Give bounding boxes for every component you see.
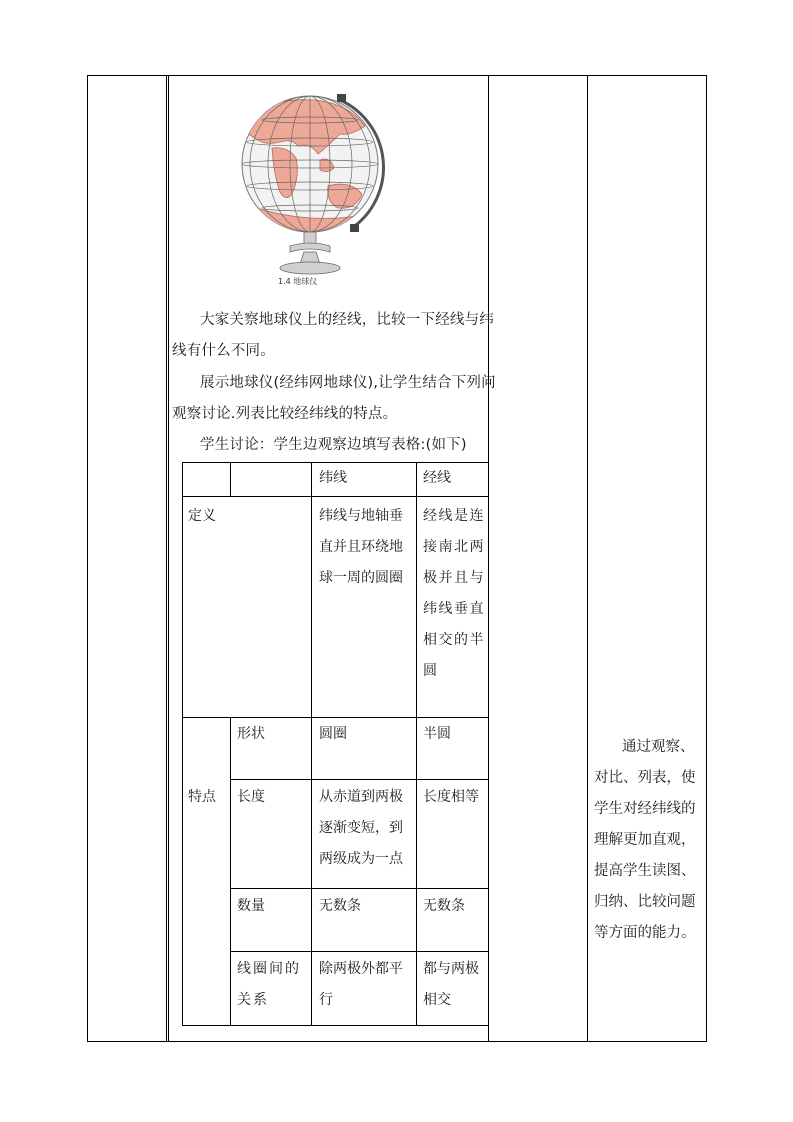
feature-length-name: 长度 [237, 789, 265, 805]
purpose-note-line-3: 学生对经纬线的 [594, 801, 696, 817]
purpose-note-line-7: 等方面的能力。 [594, 925, 696, 941]
feature-relation-jingxian-line-2: 相交 [423, 992, 451, 1008]
paragraph-1-line-2: 线有什么不同。 [172, 343, 275, 359]
purpose-note-line-5: 提高学生读图、 [594, 863, 696, 879]
header-weixian: 纬线 [319, 470, 347, 486]
header-jingxian: 经线 [423, 470, 451, 486]
feature-shape-name: 形状 [237, 726, 265, 742]
definition-weixian-line-2: 直并且环绕地 [319, 539, 403, 555]
paragraph-2-line-1: 展示地球仪(经纬网地球仪),让学生结合下列问 [200, 375, 496, 391]
feature-count-name: 数量 [237, 898, 265, 914]
feature-length-weixian-line-2: 逐渐变短，到 [319, 820, 403, 836]
features-label: 特点 [188, 789, 216, 805]
inner-table-header-bottom [182, 496, 489, 497]
definition-weixian [319, 501, 403, 594]
feature-relation-name-line-2: 关系 [237, 992, 269, 1008]
purpose-note-line-6: 归纳、比较问题 [594, 894, 696, 910]
inner-col-jingxian [416, 462, 417, 1026]
feature-count-weixian: 无数条 [319, 898, 361, 914]
globe-illustration [200, 86, 432, 294]
definition-jingxian-line-3: 极并且与 [423, 570, 485, 586]
paragraph-3: 学生讨论：学生边观察边填写表格:(如下) [200, 437, 467, 453]
inner-col-left [182, 462, 183, 1026]
feature-length-jingxian: 长度相等 [423, 789, 479, 805]
outer-table-top-border [87, 75, 707, 76]
globe-figure [200, 86, 432, 294]
feature-relation-weixian-line-1: 除两极外都平 [319, 961, 403, 977]
definition-label: 定义 [188, 508, 216, 524]
outer-col-line-4 [587, 75, 588, 1042]
feature-relation-weixian [319, 954, 403, 1016]
feature-relation-jingxian [423, 954, 479, 1016]
feature-relation-name [237, 954, 301, 1016]
definition-jingxian-line-6: 圆 [423, 663, 439, 679]
outer-col-line-1 [87, 75, 88, 1042]
inner-table-length-bottom [230, 888, 489, 889]
feature-length-weixian-line-1: 从赤道到两极 [319, 789, 403, 805]
paragraph-2-line-2: 观察讨论.列表比较经纬线的特点。 [172, 406, 398, 422]
inner-table-bottom [182, 1025, 489, 1026]
purpose-note-line-1: 通过观察、 [622, 739, 695, 755]
definition-jingxian [423, 501, 485, 687]
definition-weixian-line-3: 球一周的圆圈 [319, 570, 403, 586]
purpose-note-line-2: 对比、列表，使 [594, 770, 696, 786]
outer-col-line-5 [706, 75, 707, 1042]
definition-weixian-line-1: 纬线与地轴垂 [319, 508, 403, 524]
outer-col-line-2b [168, 75, 169, 1042]
feature-relation-jingxian-line-1: 都与两极 [423, 961, 479, 977]
outer-table-bottom-border [87, 1041, 707, 1042]
definition-jingxian-line-4: 纬线垂直 [423, 601, 485, 617]
feature-relation-weixian-line-2: 行 [319, 992, 333, 1008]
paragraph-1-line-1: 大家关察地球仪上的经线，比较一下经线与纬 [200, 312, 494, 328]
feature-count-jingxian: 无数条 [423, 898, 465, 914]
figure-caption: 1.4 地球仪 [278, 277, 318, 286]
inner-col-sub-header [230, 462, 231, 497]
inner-col-weixian [311, 462, 312, 1026]
definition-jingxian-line-5: 相交的半 [423, 632, 485, 648]
feature-length-weixian [319, 782, 403, 875]
feature-shape-jingxian: 半圆 [423, 726, 451, 742]
definition-jingxian-line-2: 接南北两 [423, 539, 485, 555]
purpose-note [594, 732, 696, 949]
definition-jingxian-line-1: 经线是连 [423, 508, 485, 524]
feature-relation-name-line-1: 线圈间的 [237, 961, 301, 977]
inner-table-count-bottom [230, 951, 489, 952]
inner-table-def-bottom [182, 717, 489, 718]
feature-shape-weixian: 圆圈 [319, 726, 347, 742]
inner-col-sub-features [230, 717, 231, 1026]
outer-col-line-3 [488, 75, 489, 1042]
outer-col-line-2 [166, 75, 167, 1042]
inner-table-shape-bottom [230, 779, 489, 780]
purpose-note-line-4: 理解更加直观， [594, 832, 696, 848]
feature-length-weixian-line-3: 两级成为一点 [319, 851, 403, 867]
